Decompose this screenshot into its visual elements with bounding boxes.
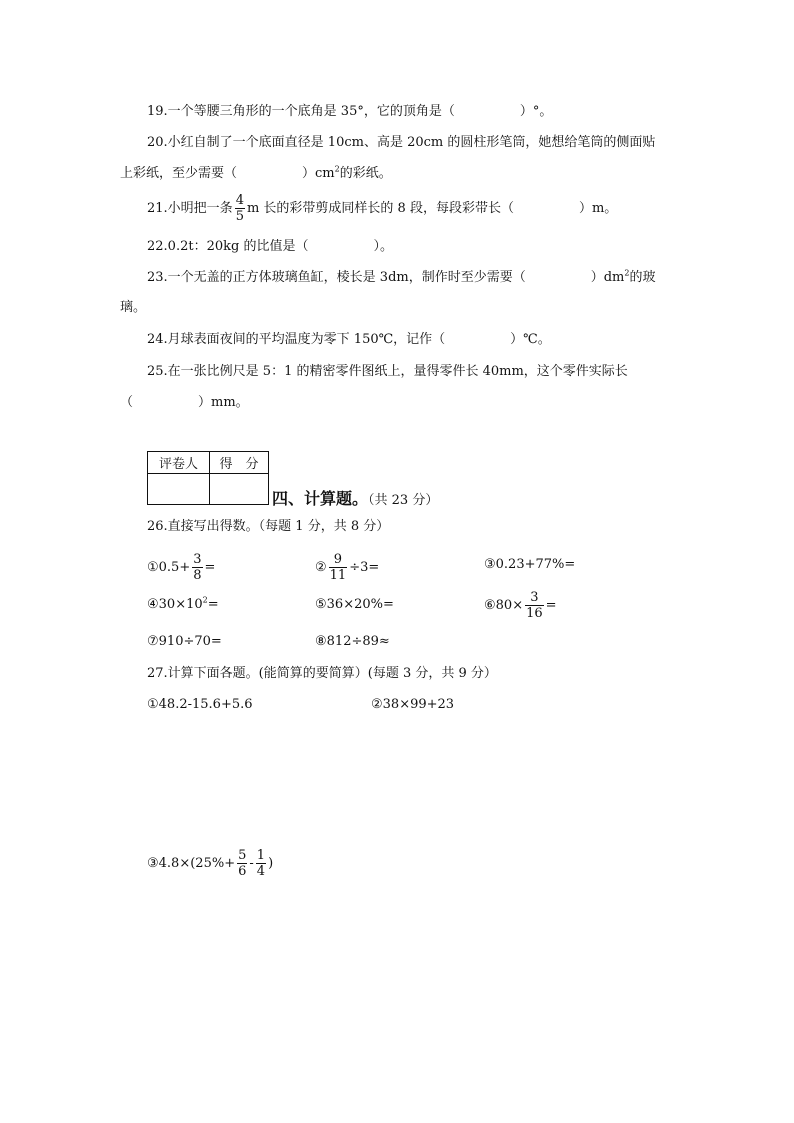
question-23-line-1 (147, 269, 656, 287)
fraction-numerator: 3 (525, 590, 544, 606)
question-22-text: 22.0.2t：20kg 的比值是（ ）。 (147, 239, 393, 254)
fraction-numerator: 1 (256, 848, 266, 863)
fraction-numerator: 5 (238, 848, 247, 863)
superscript: 2 (624, 268, 630, 278)
q26-item-7-text: ⑦910÷70= (147, 634, 222, 649)
score-box-score-cell[interactable] (210, 474, 269, 505)
fraction-denominator: 11 (329, 568, 347, 583)
fraction-denominator: 4 (256, 864, 266, 879)
fraction-numerator: 9 (329, 552, 348, 568)
q27-problem-3-a: ③4.8×(25%+ (147, 856, 236, 871)
q26-item-2-a: ② (315, 560, 327, 575)
score-box (147, 451, 269, 505)
q26-item-8-text: ⑧812÷89≈ (315, 634, 390, 649)
question-20-text-a: 20.小红自制了一个底面直径是 10cm、高是 20cm 的圆柱形笔筒，她想给笔筒的侧面贴 (147, 135, 656, 150)
q26-item-6-a: ⑥80× (484, 598, 524, 613)
question-25-text-b: （ ）mm。 (120, 395, 249, 410)
fraction-numerator: 4 (235, 193, 244, 208)
q26-item-4-a: ④30×10 (147, 597, 203, 612)
q27-problem-1 (147, 696, 253, 714)
question-20-text-c: 的彩纸。 (339, 166, 392, 181)
superscript: 2 (334, 164, 340, 174)
question-25-line-2 (120, 394, 249, 412)
fraction (329, 552, 348, 583)
question-21-text-b: m 长的彩带剪成同样长的 8 段，每段彩带长（ ）m。 (246, 201, 618, 216)
section-note: （共 23 分） (368, 493, 439, 508)
q26-item-7 (147, 633, 222, 651)
question-27-text: 27.计算下面各题。(能简算的要简算）(每题 3 分，共 9 分） (147, 666, 497, 681)
q26-item-6-b: = (545, 598, 557, 613)
question-20-line-2 (120, 165, 392, 183)
q27-problem-2 (371, 696, 454, 714)
q26-item-1 (147, 552, 215, 583)
q27-problem-3 (147, 848, 273, 879)
q27-problem-3-minus: - (249, 856, 254, 871)
fraction (525, 590, 544, 621)
question-24-text: 24.月球表面夜间的平均温度为零下 150℃，记作（ ）℃。 (147, 332, 551, 347)
question-26-title (147, 518, 389, 536)
q26-item-5 (315, 596, 394, 614)
q26-item-2-b: ÷3= (349, 560, 380, 575)
superscript: 2 (202, 595, 208, 605)
score-box-header-score: 得 分 (210, 452, 269, 474)
q26-item-4-b: = (207, 597, 219, 612)
question-21-text-a: 21.小明把一条 (147, 201, 233, 216)
fraction-denominator: 6 (238, 864, 247, 879)
q26-item-1-a: ①0.5+ (147, 560, 191, 575)
question-23-text-b: 的玻 (629, 270, 656, 285)
section-title: 四、计算题。 (272, 489, 369, 508)
score-box-grader-cell[interactable] (148, 474, 210, 505)
question-21 (147, 193, 617, 224)
fraction (256, 848, 266, 879)
question-22 (147, 238, 393, 256)
q26-item-8 (315, 633, 390, 651)
q26-item-5-text: ⑤36×20%= (315, 597, 394, 612)
question-25-line-1 (147, 363, 628, 381)
fraction (235, 193, 245, 224)
question-25-text-a: 25.在一张比例尺是 5：1 的精密零件图纸上，量得零件长 40mm，这个零件实际长 (147, 364, 628, 379)
question-19-text: 19.一个等腰三角形的一个底角是 35°，它的顶角是（ ）°。 (147, 104, 553, 119)
q27-problem-3-b: ) (268, 856, 274, 871)
q26-item-3 (484, 556, 575, 574)
question-23-line-2 (120, 299, 146, 317)
question-20-text-b: 上彩纸，至少需要（ ）cm (120, 166, 335, 181)
question-23-text-c: 璃。 (120, 300, 147, 315)
q26-item-1-b: = (204, 560, 216, 575)
question-20-line-1 (147, 134, 655, 152)
q26-item-2 (315, 552, 379, 583)
q26-item-4 (147, 596, 219, 614)
q26-item-3-text: ③0.23+77%= (484, 557, 576, 572)
score-box-header-grader: 评卷人 (148, 452, 210, 474)
fraction-denominator: 8 (193, 568, 202, 583)
fraction (237, 848, 247, 879)
question-24 (147, 331, 551, 349)
fraction (192, 552, 202, 583)
fraction-denominator: 16 (526, 606, 543, 621)
q26-item-6 (484, 590, 557, 621)
question-23-text-a: 23.一个无盖的正方体玻璃鱼缸，棱长是 3dm，制作时至少需要（ ）dm (147, 270, 625, 285)
question-27-title (147, 665, 497, 683)
question-26-text: 26.直接写出得数。（每题 1 分，共 8 分） (147, 519, 390, 534)
fraction-denominator: 5 (235, 209, 244, 224)
q27-problem-1-text: ①48.2-15.6+5.6 (147, 697, 253, 712)
section-header (272, 489, 438, 511)
question-19 (147, 103, 552, 121)
q27-problem-2-text: ②38×99+23 (371, 697, 455, 712)
fraction-numerator: 3 (193, 552, 202, 567)
